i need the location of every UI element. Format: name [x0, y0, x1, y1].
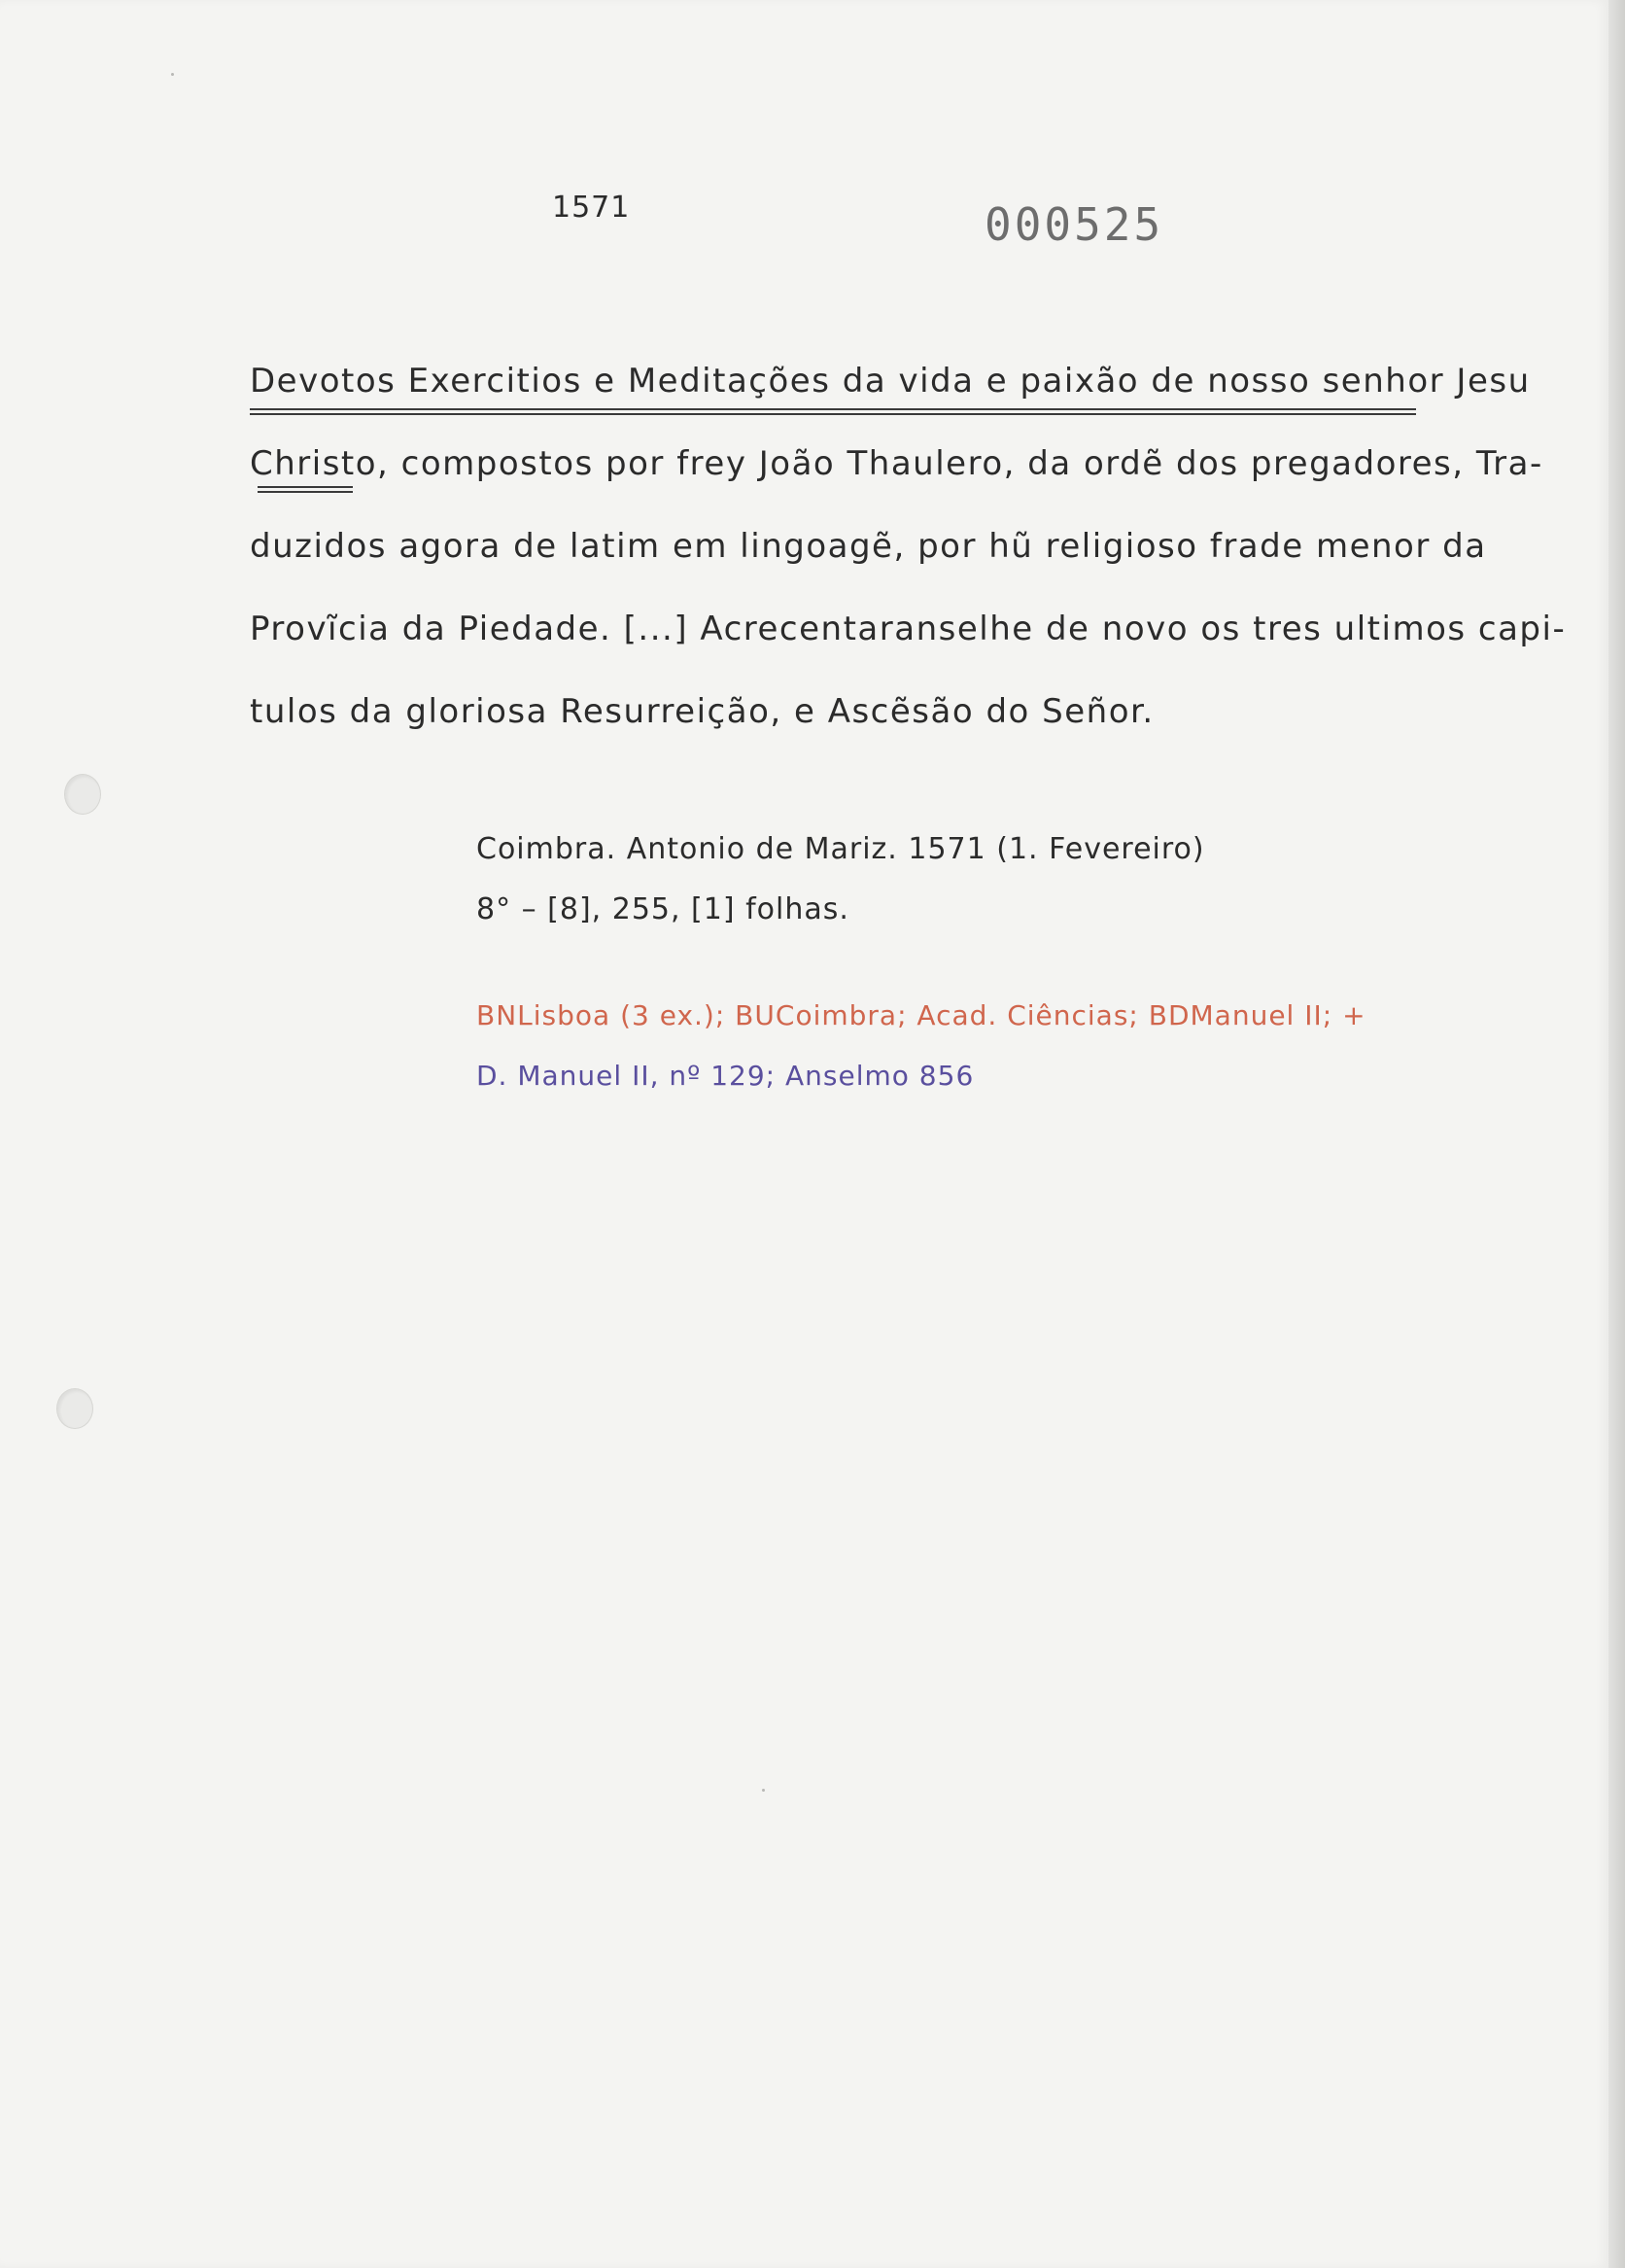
- imprint-line: Coimbra. Antonio de Mariz. 1571 (1. Fevereiro): [476, 832, 1205, 866]
- holdings-libraries: BNLisboa (3 ex.); BUCoimbra; Acad. Ciências; BDManuel II; +: [476, 999, 1366, 1031]
- title-underline: [250, 413, 1416, 415]
- christo-underline: [258, 486, 353, 488]
- paper-speck: [762, 1789, 765, 1792]
- year-label: 1571: [552, 191, 631, 225]
- stamp-number: 000525: [985, 198, 1164, 251]
- collation-line: 8° – [8], 255, [1] folhas.: [476, 892, 849, 926]
- paper-speck: [171, 73, 174, 76]
- holdings-references: D. Manuel II, nº 129; Anselmo 856: [476, 1060, 975, 1092]
- christo-underline: [258, 491, 353, 493]
- paper-edge: [1608, 0, 1625, 2268]
- title-line-3: duzidos agora de latim em lingoagẽ, por hũ religioso frade menor da: [250, 527, 1487, 566]
- punch-hole: [64, 774, 101, 815]
- title-line-2: Christo, compostos por frey João Thaulero, da ordẽ dos pregadores, Tra-: [250, 444, 1543, 483]
- punch-hole: [56, 1388, 93, 1429]
- title-line-1: Devotos Exercitios e Meditações da vida e paixão de nosso senhor Jesu: [250, 362, 1531, 401]
- title-line-4: Provĩcia da Piedade. [...] Acrecentaranselhe de novo os tres ultimos capi-: [250, 610, 1567, 648]
- title-underline: [250, 408, 1416, 410]
- title-line-5: tulos da gloriosa Resurreição, e Ascẽsão do Señor.: [250, 692, 1155, 731]
